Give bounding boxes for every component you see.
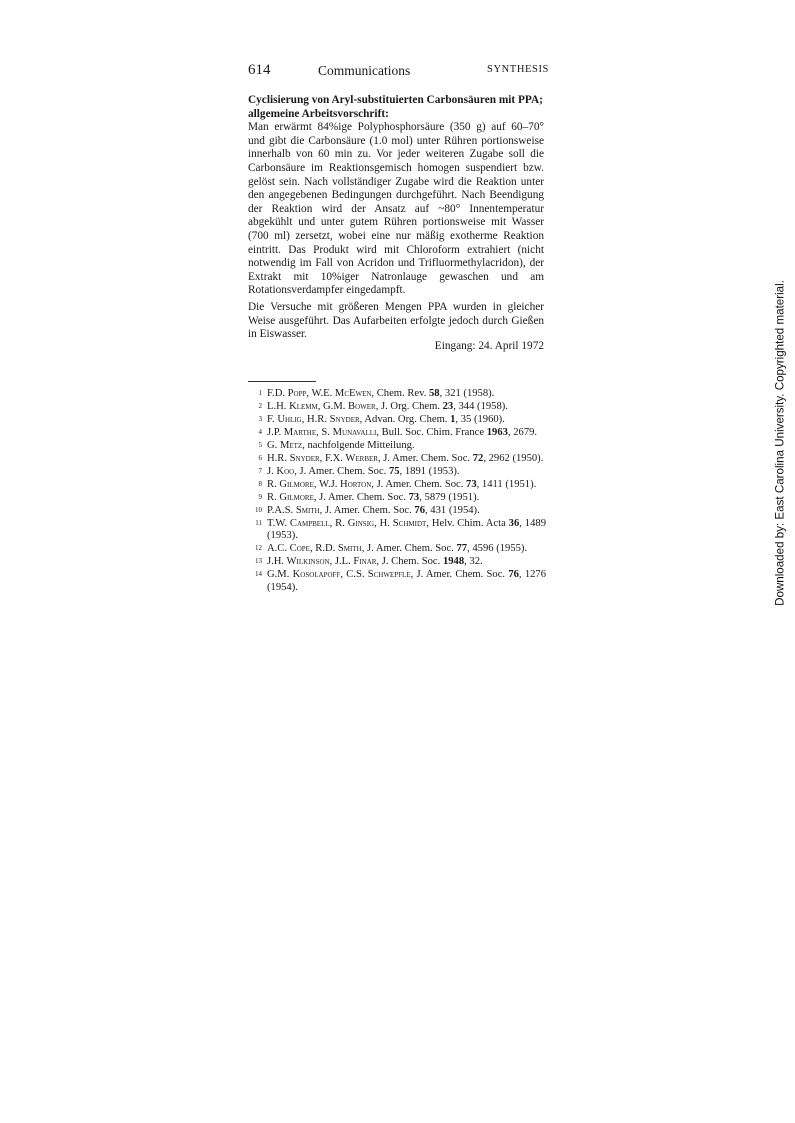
received-date: Eingang: 24. April 1972 bbox=[434, 340, 544, 352]
footnote-number: 9 bbox=[258, 493, 262, 501]
footnote-authors: A.C. Cope, R.D. Smith bbox=[267, 543, 362, 555]
footnote-number: 11 bbox=[255, 519, 262, 527]
footnote-text: J. Koo, J. Amer. Chem. Soc. 75, 1891 (1953). bbox=[267, 466, 460, 477]
footnote-text: H.R. Snyder, F.X. Werber, J. Amer. Chem. Soc. 72, 2962 (1950). bbox=[267, 453, 544, 464]
footnote-number: 10 bbox=[255, 506, 262, 514]
footnote-volume: 72 bbox=[472, 453, 484, 464]
procedure-paragraph: Man erwärmt 84%ige Polyphosphorsäure (350 g) auf 60–70° und gibt die Carbonsäure (1.0 mol) unter Rühren portionsweise innerhalb von 60 min zu. Vor jeder weiteren Zugabe soll die Carbonsäure im Reaktionsgemisch homogen suspendiert bzw. gelöst sein. Nach vollständiger Zugabe wird die Reaktion unter den angegebenen Bedingungen durchgeführt. Nach Beendigung der Reaktion wird der Ansatz auf ~80° Innentemperatur abgekühlt und unter gutem Rühren portionsweise mit Wasser (700 ml) zersetzt, wobei eine nur mäßig exotherme Reaktion eintritt. Das Produkt wird mit Chloroform extrahiert (nicht notwendig im Fall von Acridon und Trifluormethylacridon), der Extrakt mit 10%iger Natronlauge gewaschen und am Rotationsverdampfer eingedampft. bbox=[248, 121, 544, 297]
footnote-authors: R. Gilmore bbox=[267, 492, 314, 503]
journal-name: SYNTHESIS bbox=[487, 64, 549, 75]
footnote-text: R. Gilmore, W.J. Horton, J. Amer. Chem. Soc. 73, 1411 (1951). bbox=[267, 479, 537, 490]
procedure-paragraph: Die Versuche mit größeren Mengen PPA wurden in gleicher Weise ausgeführt. Das Aufarbeiten erfolgte jedoch durch Gießen in Eiswasser. bbox=[248, 300, 544, 341]
footnote bbox=[248, 492, 546, 504]
footnote-text: A.C. Cope, R.D. Smith, J. Amer. Chem. Soc. 77, 4596 (1955). bbox=[267, 543, 528, 555]
footnote-authors: J.P. Marthe, S. Munavalli bbox=[267, 427, 377, 438]
footnote bbox=[248, 453, 546, 465]
footnote-volume: 1948 bbox=[442, 556, 465, 568]
footnote bbox=[248, 556, 546, 568]
footnote-text: T.W. Campbell, R. Ginsig, H. Schmidt, Helv. Chim. Acta 36, 1489 (1953). bbox=[267, 518, 546, 542]
footnote-number: 3 bbox=[258, 415, 262, 423]
footnote-authors: J.H. Wilkinson, J.L. Finar bbox=[267, 556, 377, 568]
footnote-number: 4 bbox=[258, 428, 262, 436]
footnote-authors: F. Uhlig, H.R. Snyder bbox=[267, 414, 360, 425]
footnote-authors: L.H. Klemm, G.M. Bower bbox=[267, 401, 376, 412]
footnote-text: G. Metz, nachfolgende Mitteilung. bbox=[267, 440, 415, 451]
footnote-volume: 75 bbox=[388, 466, 400, 477]
footnote-volume: 36 bbox=[508, 518, 520, 529]
footnote-text: P.A.S. Smith, J. Amer. Chem. Soc. 76, 431 (1954). bbox=[267, 505, 480, 516]
footnote-volume: 73 bbox=[466, 479, 477, 490]
footnote bbox=[248, 427, 546, 439]
footnote-volume: 1963 bbox=[486, 427, 508, 438]
footnote-text: F.D. Popp, W.E. McEwen, Chem. Rev. 58, 321 (1958). bbox=[267, 388, 495, 399]
footnote-number: 13 bbox=[255, 557, 262, 566]
footnote bbox=[248, 401, 546, 413]
procedure-section bbox=[248, 94, 544, 342]
footnote bbox=[248, 505, 546, 517]
footnote-volume: 58 bbox=[429, 388, 440, 399]
page-number: 614 bbox=[248, 62, 271, 78]
footnote-volume: 76 bbox=[414, 505, 425, 516]
footnote bbox=[248, 466, 546, 478]
footnote-number: 6 bbox=[258, 454, 262, 462]
footnote-text: F. Uhlig, H.R. Snyder, Advan. Org. Chem. 1, 35 (1960). bbox=[267, 414, 505, 425]
footnote bbox=[248, 518, 546, 543]
footnote-number: 2 bbox=[258, 402, 262, 410]
footnote-text: J.H. Wilkinson, J.L. Finar, J. Chem. Soc. 1948, 32. bbox=[267, 556, 483, 568]
footnote bbox=[248, 543, 546, 555]
footnote-number: 1 bbox=[258, 389, 262, 397]
footnote-authors: H.R. Snyder, F.X. Werber bbox=[267, 453, 378, 464]
section-name: Communications bbox=[318, 63, 411, 78]
footnote-authors: P.A.S. Smith bbox=[267, 505, 320, 516]
footnote-number: 12 bbox=[255, 544, 262, 553]
footnote-authors: F.D. Popp, W.E. McEwen bbox=[267, 388, 372, 399]
footnote bbox=[248, 569, 546, 594]
footnote-number: 14 bbox=[255, 570, 262, 579]
footnote-volume: 73 bbox=[408, 492, 420, 503]
footnote-authors: G. Metz bbox=[267, 440, 303, 451]
footnotes-list bbox=[248, 388, 546, 595]
footnote bbox=[248, 440, 546, 452]
footnote-text: L.H. Klemm, G.M. Bower, J. Org. Chem. 23, 344 (1958). bbox=[267, 401, 508, 412]
footnote-text: G.M. Kosolapoff, C.S. Schwepfle, J. Amer. Chem. Soc. 76, 1276 (1954). bbox=[267, 569, 547, 593]
footnote-authors: T.W. Campbell, R. Ginsig, H. Schmidt bbox=[267, 518, 427, 529]
procedure-title: Cyclisierung von Aryl-substituierten Carbonsäuren mit PPA; allgemeine Arbeitsvorschrift: bbox=[248, 94, 543, 120]
footnote-volume: 1 bbox=[450, 414, 456, 425]
footnote bbox=[248, 388, 546, 400]
footnote-volume: 77 bbox=[456, 543, 468, 555]
footnote-number: 7 bbox=[258, 467, 262, 475]
footnote-number: 5 bbox=[258, 441, 262, 449]
footnote bbox=[248, 479, 546, 491]
footnote-text: R. Gilmore, J. Amer. Chem. Soc. 73, 5879 (1951). bbox=[267, 492, 480, 503]
footnote-authors: G.M. Kosolapoff, C.S. Schwepfle bbox=[267, 569, 411, 581]
footnote-divider bbox=[248, 381, 316, 382]
footnote-authors: J. Koo bbox=[267, 466, 295, 477]
footnote-text: J.P. Marthe, S. Munavalli, Bull. Soc. Chim. France 1963, 2679. bbox=[267, 427, 538, 438]
footnote-volume: 76 bbox=[508, 569, 519, 581]
footnote-volume: 23 bbox=[442, 401, 454, 412]
footnote-number: 8 bbox=[258, 480, 262, 488]
download-watermark: Downloaded by: East Carolina University. Copyrighted material. bbox=[773, 280, 787, 606]
footnote bbox=[248, 414, 546, 426]
footnote-authors: R. Gilmore, W.J. Horton bbox=[267, 479, 372, 490]
